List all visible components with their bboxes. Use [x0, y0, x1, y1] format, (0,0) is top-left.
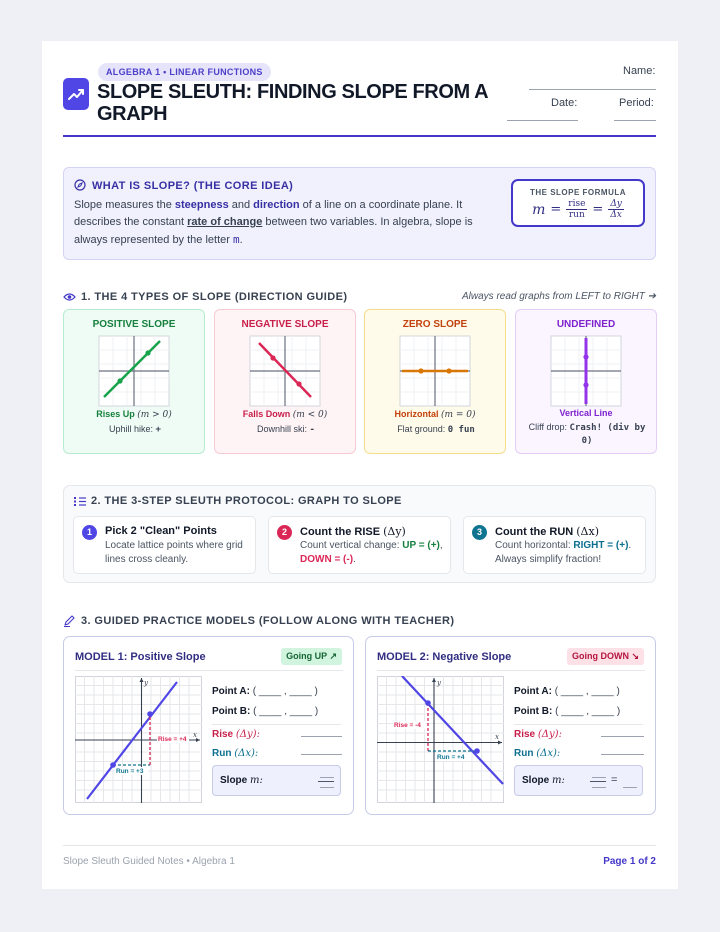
svg-text:x: x — [193, 731, 197, 739]
point-b-row: Point B: ( ____ , ____ ) — [514, 706, 621, 717]
page-title: SLOPE SLEUTH: FINDING SLOPE FROM A GRAPH — [97, 81, 488, 125]
core-description: Slope measures the steepness and direction of a line on a coordinate plane. It describes the constant rate of change between two variables. In algebra, slope is always represented by the letter m. — [74, 199, 473, 246]
date-label: Date: — [551, 97, 578, 109]
slope-label: Slope m: — [522, 775, 565, 786]
point-a-blank[interactable]: ( ____ , ____ ) — [554, 686, 620, 697]
slope-formula-box — [511, 179, 645, 227]
slope-formula: m = $\frac{\text{rise}}{\text{run}}$ = $\frac{\Delta y}{\Delta x}$ — [532, 199, 622, 220]
svg-text:y: y — [437, 679, 441, 687]
practice-heading: 3. GUIDED PRACTICE MODELS (FOLLOW ALONG WITH TEACHER) — [81, 615, 455, 627]
point-a-row: Point A: ( ____ , ____ ) — [514, 686, 620, 697]
card-description: Uphill hike: + — [109, 424, 161, 435]
card-title: ZERO SLOPE — [402, 319, 468, 330]
eye-icon — [63, 291, 76, 303]
run-label: Run (Δx): — [514, 748, 561, 759]
step-3-card — [463, 516, 646, 574]
step-description: Locate lattice points where grid lines cross cleanly. — [105, 540, 243, 565]
core-idea-panel — [63, 167, 656, 260]
header-divider — [63, 135, 656, 137]
run-label: Run (Δx): — [212, 748, 259, 759]
step-title: Count the RISE (Δy) — [300, 525, 406, 538]
direction-badge: Going UP ↗ — [281, 648, 342, 665]
card-title: POSITIVE SLOPE — [92, 319, 176, 330]
step-title: Pick 2 "Clean" Points — [105, 525, 217, 537]
run-tag: Run = +3 — [116, 768, 144, 775]
date-field[interactable] — [507, 120, 578, 121]
slope-denominator-blank[interactable] — [592, 787, 606, 788]
slope-numerator-blank[interactable] — [320, 777, 334, 778]
types-heading: 1. THE 4 TYPES OF SLOPE (DIRECTION GUIDE) — [81, 291, 348, 303]
card-negative-slope — [214, 309, 356, 454]
step-description: Count horizontal: RIGHT = (+). Always simplify fraction! — [495, 540, 632, 565]
page-number: Page 1 of 2 — [603, 856, 656, 867]
worksheet-page — [42, 41, 678, 889]
run-answer-line[interactable] — [601, 754, 644, 755]
course-tag: ALGEBRA 1 • LINEAR FUNCTIONS — [98, 63, 271, 81]
model-title: MODEL 1: Positive Slope — [75, 651, 206, 663]
formula-title: THE SLOPE FORMULA — [529, 188, 627, 197]
step-2-card — [268, 516, 451, 574]
compass-icon — [74, 179, 86, 191]
rise-label: Rise (Δy): — [212, 729, 260, 740]
slope-numerator-blank[interactable] — [592, 777, 606, 778]
undefined-slope-graph — [550, 335, 622, 407]
point-a-blank[interactable]: ( ____ , ____ ) — [252, 686, 318, 697]
positive-slope-graph — [98, 335, 170, 407]
slope-answer-box — [212, 765, 341, 796]
card-subtitle: Rises Up (m > 0) — [96, 409, 172, 420]
card-title: UNDEFINED — [556, 319, 616, 330]
card-zero-slope — [364, 309, 506, 454]
step-description: Count vertical change: UP = (+), DOWN = (-). — [300, 540, 443, 565]
name-field[interactable] — [529, 89, 656, 90]
rise-tag: Rise = -4 — [394, 722, 421, 729]
rise-tag: Rise = +4 — [158, 736, 187, 743]
model-1-card — [63, 636, 354, 815]
model-2-card — [365, 636, 656, 815]
core-heading: WHAT IS SLOPE? (THE CORE IDEA) — [92, 180, 294, 192]
period-label: Period: — [619, 97, 654, 109]
card-title: NEGATIVE SLOPE — [241, 319, 329, 330]
point-a-row: Point A: ( ____ , ____ ) — [212, 686, 318, 697]
rise-label: Rise (Δy): — [514, 729, 562, 740]
protocol-panel — [63, 485, 656, 583]
step-title: Count the RUN (Δx) — [495, 525, 599, 538]
slope-simplified-blank[interactable] — [623, 787, 637, 788]
model-title: MODEL 2: Negative Slope — [377, 651, 512, 663]
svg-text:y: y — [144, 679, 148, 687]
model-2-graph — [377, 676, 504, 803]
card-description: Cliff drop: Crash! (div by 0) — [528, 422, 646, 446]
run-tag: Run = +4 — [437, 754, 465, 761]
step-number: 3 — [472, 525, 487, 540]
negative-slope-graph — [249, 335, 321, 407]
reading-hint: Always read graphs from LEFT to RIGHT ➔ — [462, 291, 656, 302]
step-1-card — [73, 516, 256, 574]
card-description: Downhill ski: - — [257, 424, 315, 435]
keyword-m: m — [232, 233, 240, 246]
run-answer-line[interactable] — [301, 754, 342, 755]
card-undefined-slope — [515, 309, 657, 454]
card-positive-slope — [63, 309, 205, 454]
rise-answer-line[interactable] — [301, 736, 342, 737]
slope-label: Slope m: — [220, 775, 263, 786]
numbered-list-icon — [74, 496, 86, 507]
card-subtitle: Vertical Line — [559, 408, 613, 418]
period-field[interactable] — [614, 120, 656, 121]
footer-title: Slope Sleuth Guided Notes • Algebra 1 — [63, 856, 235, 867]
equals-sign: = — [611, 774, 618, 786]
keyword-rate-of-change: rate of change — [187, 216, 263, 228]
keyword-direction: direction — [253, 199, 300, 211]
card-description: Flat ground: 0 fun — [397, 424, 475, 435]
keyword-steepness: steepness — [174, 199, 229, 211]
direction-badge: Going DOWN ↘ — [567, 648, 644, 665]
pencil-icon — [63, 615, 75, 627]
point-b-blank[interactable]: ( ____ , ____ ) — [555, 706, 621, 717]
slope-answer-box — [514, 765, 643, 796]
slope-denominator-blank[interactable] — [320, 787, 334, 788]
svg-text:x: x — [495, 733, 499, 741]
name-label: Name: — [623, 65, 656, 77]
card-subtitle: Falls Down (m < 0) — [242, 409, 328, 420]
rise-answer-line[interactable] — [601, 736, 644, 737]
card-subtitle: Horizontal (m = 0) — [394, 409, 476, 420]
model-1-graph — [75, 676, 202, 803]
step-number: 1 — [82, 525, 97, 540]
protocol-heading: 2. THE 3-STEP SLEUTH PROTOCOL: GRAPH TO SLOPE — [91, 495, 402, 507]
trend-icon — [63, 78, 89, 110]
step-number: 2 — [277, 525, 292, 540]
point-b-blank[interactable]: ( ____ , ____ ) — [253, 706, 319, 717]
zero-slope-graph — [399, 335, 471, 407]
point-b-row: Point B: ( ____ , ____ ) — [212, 706, 319, 717]
